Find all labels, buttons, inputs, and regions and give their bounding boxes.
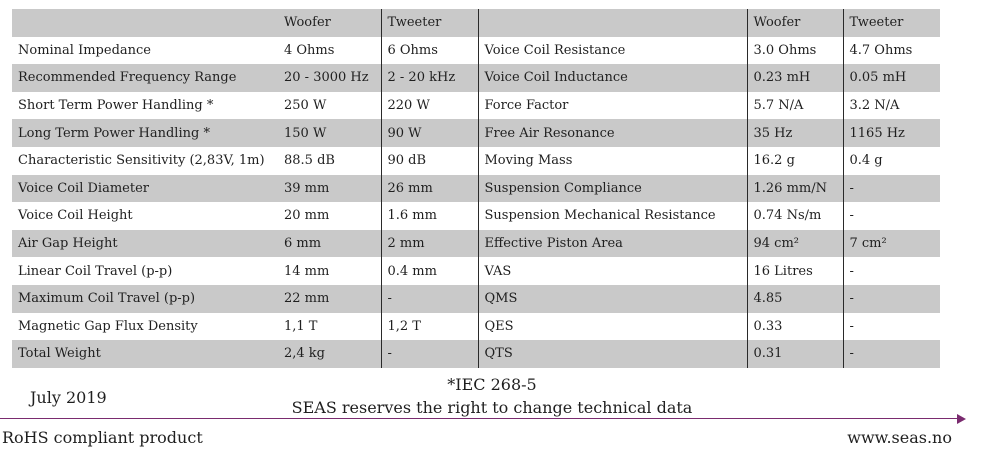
right-woofer-value: 16 Litres xyxy=(747,257,843,285)
left-tweeter-value: 2 mm xyxy=(381,230,478,258)
date-label: July 2019 xyxy=(30,388,107,407)
left-woofer-value: 88.5 dB xyxy=(284,153,335,169)
left-tweeter-value: 1.6 mm xyxy=(381,202,478,230)
left-label: Long Term Power Handling * xyxy=(12,119,278,147)
table-row xyxy=(12,92,940,120)
right-label: QTS xyxy=(478,340,747,368)
divider-arrow-line xyxy=(0,418,958,419)
left-woofer-value: 39 mm xyxy=(278,175,381,203)
table-row xyxy=(12,119,940,147)
right-tweeter-value: - xyxy=(843,285,940,313)
left-label: Maximum Coil Travel (p-p) xyxy=(12,285,278,313)
right-woofer-value: 0.31 xyxy=(747,340,843,368)
right-label: Effective Piston Area xyxy=(478,230,747,258)
right-label: Force Factor xyxy=(478,92,747,120)
left-label: Voice Coil Height xyxy=(18,208,133,224)
right-tweeter-value: 4.7 Ohms xyxy=(843,37,940,65)
website-link[interactable]: www.seas.no xyxy=(847,428,952,447)
header-right-woofer: Woofer xyxy=(747,9,843,37)
spec-table-body xyxy=(12,37,940,368)
left-tweeter-value: 90 W xyxy=(381,119,478,147)
left-label: Nominal Impedance xyxy=(18,42,151,58)
left-woofer-value: 22 mm xyxy=(278,285,381,313)
table-row xyxy=(12,285,940,313)
left-tweeter-value: 26 mm xyxy=(381,175,478,203)
table-row xyxy=(12,64,940,92)
left-label: Voice Coil Diameter xyxy=(12,175,278,203)
right-woofer-value: 1.26 mm/N xyxy=(747,175,843,203)
right-woofer-value: 35 Hz xyxy=(747,119,843,147)
left-tweeter-value: - xyxy=(381,340,478,368)
header-right-label xyxy=(478,9,747,37)
left-label: Magnetic Gap Flux Density xyxy=(18,318,198,334)
right-woofer-value: 16.2 g xyxy=(747,147,843,175)
left-woofer-value: 4 Ohms xyxy=(284,42,335,58)
right-label: QES xyxy=(478,313,747,341)
left-woofer-value: 1,1 T xyxy=(284,318,318,334)
left-woofer-value: 2,4 kg xyxy=(278,340,381,368)
right-woofer-value: 94 cm² xyxy=(747,230,843,258)
right-label: VAS xyxy=(478,257,747,285)
table-row xyxy=(12,37,940,65)
right-tweeter-value: 0.05 mH xyxy=(843,64,940,92)
right-tweeter-value: - xyxy=(843,175,940,203)
right-woofer-value: 0.74 Ns/m xyxy=(747,202,843,230)
table-row xyxy=(12,175,940,203)
left-label: Total Weight xyxy=(12,340,278,368)
left-label: Air Gap Height xyxy=(12,230,278,258)
rohs-label: RoHS compliant product xyxy=(2,428,203,447)
right-label: Suspension Mechanical Resistance xyxy=(478,202,747,230)
left-woofer-value: 14 mm xyxy=(284,263,330,279)
right-tweeter-value: - xyxy=(843,257,940,285)
spec-table xyxy=(12,9,940,368)
arrow-head-icon xyxy=(957,414,966,424)
header-left-tweeter: Tweeter xyxy=(381,9,478,37)
right-label: Voice Coil Resistance xyxy=(478,37,747,65)
right-label: Suspension Compliance xyxy=(478,175,747,203)
right-tweeter-value: 0.4 g xyxy=(843,147,940,175)
iec-footnote: *IEC 268-5 xyxy=(447,375,537,394)
left-woofer-value: 150 W xyxy=(278,119,381,147)
left-woofer-value: 6 mm xyxy=(278,230,381,258)
left-tweeter-value: 220 W xyxy=(381,92,478,120)
header-left-label xyxy=(12,9,278,37)
left-tweeter-value: 1,2 T xyxy=(381,313,478,341)
table-header-row xyxy=(12,9,940,37)
left-woofer-value: 250 W xyxy=(284,98,327,114)
right-label: Free Air Resonance xyxy=(478,119,747,147)
left-tweeter-value: 90 dB xyxy=(381,147,478,175)
right-woofer-value: 0.33 xyxy=(747,313,843,341)
table-row xyxy=(12,202,940,230)
left-tweeter-value: 6 Ohms xyxy=(381,37,478,65)
left-woofer-value: 20 - 3000 Hz xyxy=(278,64,381,92)
right-woofer-value: 0.23 mH xyxy=(747,64,843,92)
right-label: Voice Coil Inductance xyxy=(478,64,747,92)
disclaimer-text: SEAS reserves the right to change technical data xyxy=(291,398,693,417)
right-tweeter-value: - xyxy=(843,313,940,341)
right-tweeter-value: 7 cm² xyxy=(843,230,940,258)
right-woofer-value: 5.7 N/A xyxy=(747,92,843,120)
right-tweeter-value: 1165 Hz xyxy=(843,119,940,147)
left-label: Short Term Power Handling * xyxy=(18,98,214,114)
left-label: Linear Coil Travel (p-p) xyxy=(18,263,173,279)
left-tweeter-value: 2 - 20 kHz xyxy=(381,64,478,92)
table-row xyxy=(12,230,940,258)
table-row xyxy=(12,340,940,368)
header-left-woofer: Woofer xyxy=(278,9,381,37)
left-tweeter-value: 0.4 mm xyxy=(381,257,478,285)
left-label: Characteristic Sensitivity (2,83V, 1m) xyxy=(18,153,265,169)
left-woofer-value: 20 mm xyxy=(284,208,330,224)
left-tweeter-value: - xyxy=(381,285,478,313)
right-label: Moving Mass xyxy=(478,147,747,175)
table-row xyxy=(12,147,940,175)
right-woofer-value: 4.85 xyxy=(747,285,843,313)
header-right-tweeter: Tweeter xyxy=(843,9,940,37)
right-label: QMS xyxy=(478,285,747,313)
table-row xyxy=(12,313,940,341)
right-tweeter-value: - xyxy=(843,202,940,230)
right-tweeter-value: 3.2 N/A xyxy=(843,92,940,120)
right-tweeter-value: - xyxy=(843,340,940,368)
table-row xyxy=(12,257,940,285)
left-label: Recommended Frequency Range xyxy=(12,64,278,92)
right-woofer-value: 3.0 Ohms xyxy=(747,37,843,65)
